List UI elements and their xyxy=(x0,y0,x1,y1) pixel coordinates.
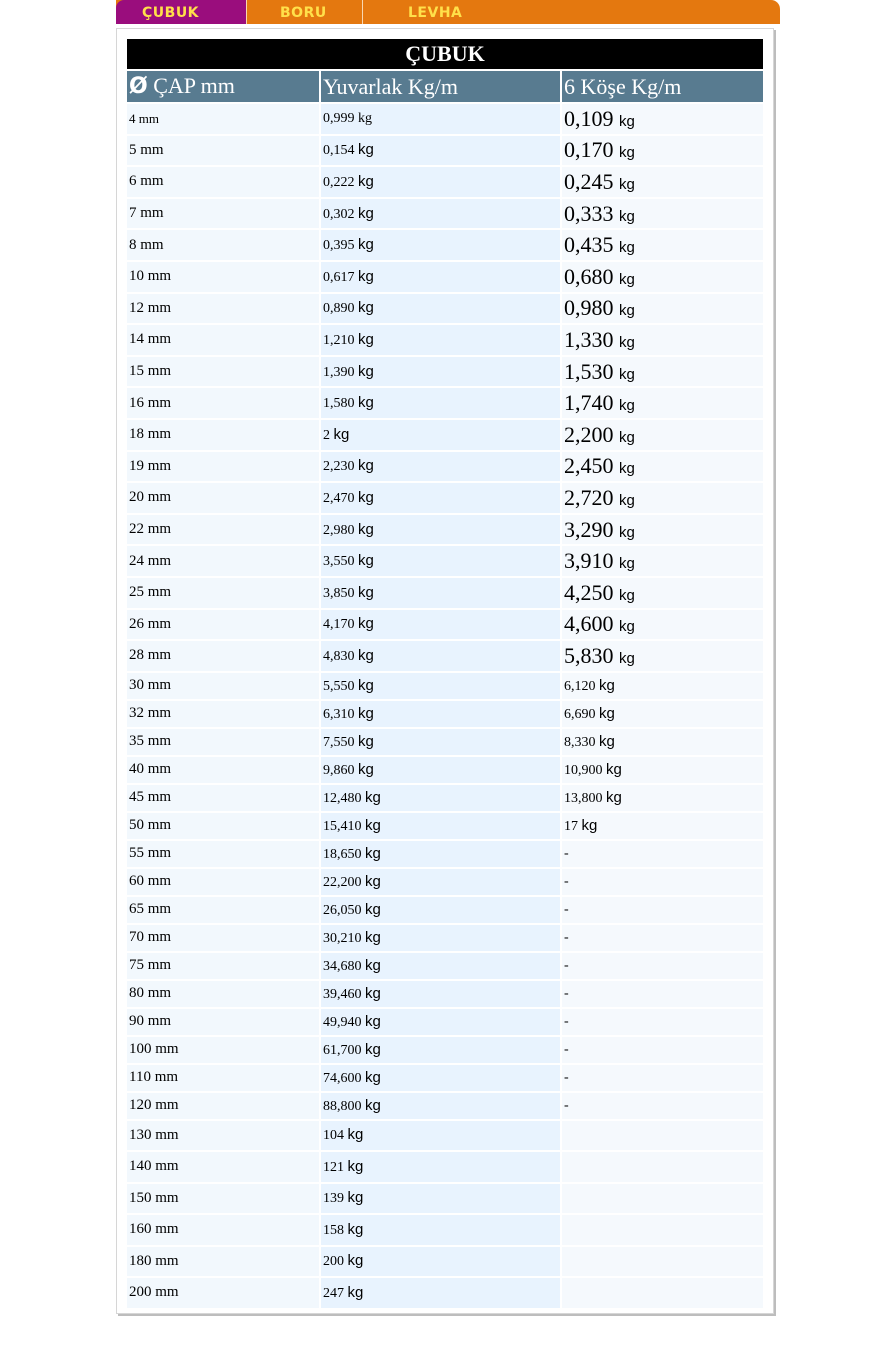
table-row xyxy=(127,1278,763,1308)
tab-separator xyxy=(246,0,247,24)
diameter-cell: 140 mm xyxy=(127,1152,319,1182)
table-row xyxy=(127,388,763,418)
table-row xyxy=(127,897,763,923)
table-row xyxy=(127,357,763,387)
header-hex: 6 Köşe Kg/m xyxy=(562,71,763,102)
diameter-cell: 4 mm xyxy=(127,104,319,134)
header-diameter-label: ÇAP mm xyxy=(153,73,235,98)
diameter-cell: 90 mm xyxy=(127,1009,319,1035)
table-row xyxy=(127,701,763,727)
table-row xyxy=(127,925,763,951)
diameter-cell: 28 mm xyxy=(127,641,319,671)
round-weight-cell: 18,650 kg xyxy=(321,841,560,867)
table-row xyxy=(127,136,763,166)
diameter-cell: 180 mm xyxy=(127,1247,319,1277)
round-weight-cell: 74,600 kg xyxy=(321,1065,560,1091)
table-row xyxy=(127,1009,763,1035)
hex-weight-cell: 0,680 kg xyxy=(562,262,763,292)
hex-weight-cell: 13,800 kg xyxy=(562,785,763,811)
diameter-cell: 40 mm xyxy=(127,757,319,783)
round-weight-cell: 0,302 kg xyxy=(321,199,560,229)
table-row xyxy=(127,199,763,229)
diameter-cell: 25 mm xyxy=(127,578,319,608)
table-row xyxy=(127,953,763,979)
diameter-cell: 75 mm xyxy=(127,953,319,979)
table-title: ÇUBUK xyxy=(127,39,763,69)
round-weight-cell: 0,617 kg xyxy=(321,262,560,292)
round-weight-cell: 2 kg xyxy=(321,420,560,450)
round-weight-cell: 247 kg xyxy=(321,1278,560,1308)
table-row xyxy=(127,262,763,292)
table-row xyxy=(127,1037,763,1063)
hex-weight-cell: 8,330 kg xyxy=(562,729,763,755)
round-weight-cell: 3,850 kg xyxy=(321,578,560,608)
table-row xyxy=(127,1215,763,1245)
table-row xyxy=(127,869,763,895)
hex-weight-cell: 3,290 kg xyxy=(562,515,763,545)
tab-boru[interactable]: BORU xyxy=(280,5,327,21)
diameter-cell: 19 mm xyxy=(127,452,319,482)
diameter-cell: 130 mm xyxy=(127,1121,319,1151)
round-weight-cell: 22,200 kg xyxy=(321,869,560,895)
hex-weight-cell xyxy=(562,1215,763,1245)
hex-weight-cell: 2,200 kg xyxy=(562,420,763,450)
table-row xyxy=(127,813,763,839)
round-weight-cell: 49,940 kg xyxy=(321,1009,560,1035)
tab-bar xyxy=(116,0,780,24)
round-weight-cell: 0,222 kg xyxy=(321,167,560,197)
diameter-cell: 100 mm xyxy=(127,1037,319,1063)
round-weight-cell: 2,980 kg xyxy=(321,515,560,545)
content-panel xyxy=(116,28,774,1314)
hex-weight-cell: - xyxy=(562,953,763,979)
round-weight-cell: 3,550 kg xyxy=(321,546,560,576)
hex-weight-cell: - xyxy=(562,981,763,1007)
tab-separator xyxy=(362,0,363,24)
hex-weight-cell: 4,250 kg xyxy=(562,578,763,608)
round-weight-cell: 121 kg xyxy=(321,1152,560,1182)
diameter-cell: 160 mm xyxy=(127,1215,319,1245)
hex-weight-cell: - xyxy=(562,1065,763,1091)
round-weight-cell: 6,310 kg xyxy=(321,701,560,727)
hex-weight-cell: - xyxy=(562,869,763,895)
diameter-symbol: Ø xyxy=(129,74,148,99)
table-row xyxy=(127,729,763,755)
diameter-cell: 15 mm xyxy=(127,357,319,387)
round-weight-cell: 61,700 kg xyxy=(321,1037,560,1063)
round-weight-cell: 88,800 kg xyxy=(321,1093,560,1119)
table-row xyxy=(127,981,763,1007)
hex-weight-cell: - xyxy=(562,897,763,923)
hex-weight-cell xyxy=(562,1152,763,1182)
diameter-cell: 150 mm xyxy=(127,1184,319,1214)
diameter-cell: 7 mm xyxy=(127,199,319,229)
table-row xyxy=(127,546,763,576)
table-row xyxy=(127,757,763,783)
round-weight-cell: 5,550 kg xyxy=(321,673,560,699)
round-weight-cell: 2,470 kg xyxy=(321,483,560,513)
hex-weight-cell xyxy=(562,1121,763,1151)
table-row xyxy=(127,420,763,450)
hex-weight-cell: 0,980 kg xyxy=(562,294,763,324)
round-weight-cell: 0,154 kg xyxy=(321,136,560,166)
round-weight-cell: 7,550 kg xyxy=(321,729,560,755)
diameter-cell: 18 mm xyxy=(127,420,319,450)
round-weight-cell: 34,680 kg xyxy=(321,953,560,979)
table-row xyxy=(127,841,763,867)
diameter-cell: 35 mm xyxy=(127,729,319,755)
round-weight-cell: 4,170 kg xyxy=(321,610,560,640)
hex-weight-cell: - xyxy=(562,1037,763,1063)
hex-weight-cell: 0,245 kg xyxy=(562,167,763,197)
table-row xyxy=(127,1093,763,1119)
round-weight-cell: 1,210 kg xyxy=(321,325,560,355)
diameter-cell: 16 mm xyxy=(127,388,319,418)
hex-weight-cell: 2,450 kg xyxy=(562,452,763,482)
weight-table xyxy=(125,37,765,1310)
diameter-cell: 50 mm xyxy=(127,813,319,839)
table-row xyxy=(127,325,763,355)
tab-cubuk[interactable]: ÇUBUK xyxy=(116,0,246,24)
round-weight-cell: 0,395 kg xyxy=(321,230,560,260)
diameter-cell: 60 mm xyxy=(127,869,319,895)
hex-weight-cell: - xyxy=(562,1009,763,1035)
diameter-cell: 30 mm xyxy=(127,673,319,699)
diameter-cell: 20 mm xyxy=(127,483,319,513)
table-row xyxy=(127,641,763,671)
diameter-cell: 6 mm xyxy=(127,167,319,197)
diameter-cell: 110 mm xyxy=(127,1065,319,1091)
round-weight-cell: 30,210 kg xyxy=(321,925,560,951)
table-row xyxy=(127,230,763,260)
diameter-cell: 8 mm xyxy=(127,230,319,260)
round-weight-cell: 0,890 kg xyxy=(321,294,560,324)
diameter-cell: 14 mm xyxy=(127,325,319,355)
table-row xyxy=(127,167,763,197)
hex-weight-cell: 0,109 kg xyxy=(562,104,763,134)
table-row xyxy=(127,1152,763,1182)
table-body xyxy=(127,104,763,1308)
diameter-cell: 32 mm xyxy=(127,701,319,727)
round-weight-cell: 158 kg xyxy=(321,1215,560,1245)
diameter-cell: 120 mm xyxy=(127,1093,319,1119)
hex-weight-cell xyxy=(562,1247,763,1277)
round-weight-cell: 39,460 kg xyxy=(321,981,560,1007)
round-weight-cell: 1,580 kg xyxy=(321,388,560,418)
hex-weight-cell xyxy=(562,1184,763,1214)
table-row xyxy=(127,294,763,324)
table-row xyxy=(127,452,763,482)
header-diameter xyxy=(127,71,319,102)
diameter-cell: 24 mm xyxy=(127,546,319,576)
round-weight-cell: 9,860 kg xyxy=(321,757,560,783)
hex-weight-cell: 17 kg xyxy=(562,813,763,839)
diameter-cell: 65 mm xyxy=(127,897,319,923)
tab-levha[interactable]: LEVHA xyxy=(408,5,463,21)
hex-weight-cell: 1,330 kg xyxy=(562,325,763,355)
hex-weight-cell: 3,910 kg xyxy=(562,546,763,576)
hex-weight-cell: 0,170 kg xyxy=(562,136,763,166)
header-round: Yuvarlak Kg/m xyxy=(321,71,560,102)
diameter-cell: 70 mm xyxy=(127,925,319,951)
diameter-cell: 55 mm xyxy=(127,841,319,867)
round-weight-cell: 104 kg xyxy=(321,1121,560,1151)
round-weight-cell: 139 kg xyxy=(321,1184,560,1214)
diameter-cell: 12 mm xyxy=(127,294,319,324)
table-row xyxy=(127,1184,763,1214)
diameter-cell: 26 mm xyxy=(127,610,319,640)
hex-weight-cell xyxy=(562,1278,763,1308)
table-row xyxy=(127,578,763,608)
table-row xyxy=(127,483,763,513)
hex-weight-cell: 0,435 kg xyxy=(562,230,763,260)
table-row xyxy=(127,785,763,811)
diameter-cell: 200 mm xyxy=(127,1278,319,1308)
table-row xyxy=(127,104,763,134)
diameter-cell: 80 mm xyxy=(127,981,319,1007)
round-weight-cell: 15,410 kg xyxy=(321,813,560,839)
diameter-cell: 45 mm xyxy=(127,785,319,811)
diameter-cell: 5 mm xyxy=(127,136,319,166)
hex-weight-cell: 6,120 kg xyxy=(562,673,763,699)
hex-weight-cell: 6,690 kg xyxy=(562,701,763,727)
hex-weight-cell: - xyxy=(562,1093,763,1119)
diameter-cell: 10 mm xyxy=(127,262,319,292)
hex-weight-cell: - xyxy=(562,925,763,951)
round-weight-cell: 2,230 kg xyxy=(321,452,560,482)
round-weight-cell: 4,830 kg xyxy=(321,641,560,671)
round-weight-cell: 26,050 kg xyxy=(321,897,560,923)
hex-weight-cell: - xyxy=(562,841,763,867)
hex-weight-cell: 5,830 kg xyxy=(562,641,763,671)
hex-weight-cell: 10,900 kg xyxy=(562,757,763,783)
table-row xyxy=(127,1121,763,1151)
round-weight-cell: 0,999 kg xyxy=(321,104,560,134)
table-row xyxy=(127,673,763,699)
hex-weight-cell: 1,740 kg xyxy=(562,388,763,418)
diameter-cell: 22 mm xyxy=(127,515,319,545)
hex-weight-cell: 2,720 kg xyxy=(562,483,763,513)
hex-weight-cell: 4,600 kg xyxy=(562,610,763,640)
hex-weight-cell: 1,530 kg xyxy=(562,357,763,387)
round-weight-cell: 200 kg xyxy=(321,1247,560,1277)
table-row xyxy=(127,1065,763,1091)
hex-weight-cell: 0,333 kg xyxy=(562,199,763,229)
round-weight-cell: 1,390 kg xyxy=(321,357,560,387)
table-row xyxy=(127,610,763,640)
table-row xyxy=(127,515,763,545)
table-row xyxy=(127,1247,763,1277)
round-weight-cell: 12,480 kg xyxy=(321,785,560,811)
